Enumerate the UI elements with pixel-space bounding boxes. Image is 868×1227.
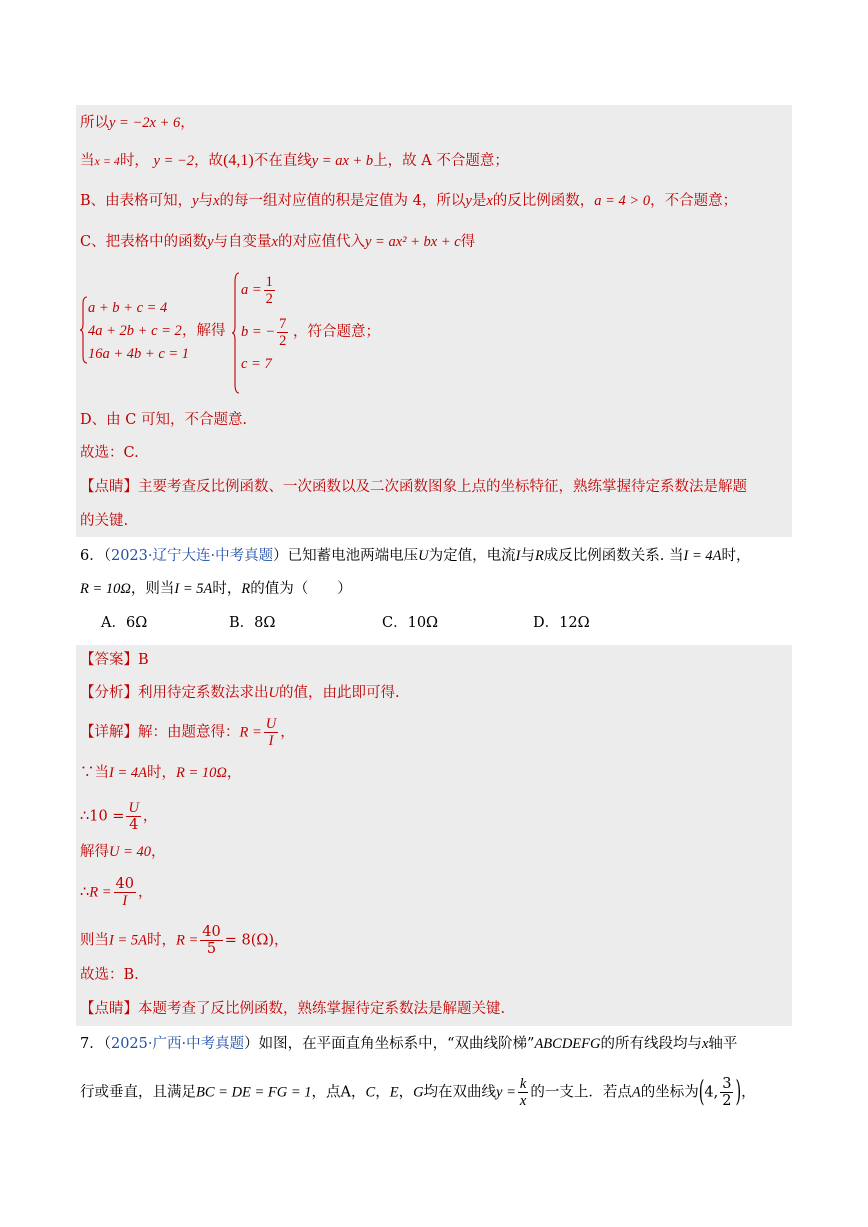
sol5-line-4: C、把表格中的函数y与自变量x的对应值代入y = ax² + bx + c得 xyxy=(80,234,476,250)
question-7-line-1: 7．（2025·广西·中考真题）如图，在平面直角坐标系中，“双曲线阶梯”ABCDEFG的所有线段均与x轴平 xyxy=(80,1036,738,1052)
sol6-answer: 【答案】B xyxy=(80,652,149,668)
sol6-step-1: ∵当I = 4A时，R = 10Ω， xyxy=(80,765,242,781)
right-brace-icon xyxy=(232,272,240,394)
equation-system xyxy=(80,268,480,398)
question-6-line-2: R = 10Ω，则当I = 5A时，R的值为（ ） xyxy=(80,581,352,597)
sol6-comment: 【点睛】本题考查了反比例函数，熟练掌握待定系数法是解题关键. xyxy=(80,1001,506,1017)
sol5-line-2: 当x = 4时， y = −2，故(4,1)不在直线y = ax + b上，故 A 不合题意； xyxy=(80,152,509,169)
option-a[interactable]: A．6Ω xyxy=(101,615,148,631)
sol5-line-1: 所以y = −2x + 6， xyxy=(80,115,195,131)
question-7-line-2: 行或垂直，且满足BC = DE = FG = 1，点A，C，E，G均在双曲线y = $\frac{k}{x}$ 的一支上．若点A的坐标为(4, $\frac{3}{2}$ )， xyxy=(80,1076,756,1109)
sol6-detail: 【详解】解：由题意得：R = $\frac{U}{I}$ ， xyxy=(80,716,295,749)
sol6-step-2: ∴10 = $\frac{U}{4}$ ， xyxy=(80,800,158,833)
system-solve-label: ，解得 xyxy=(182,323,226,339)
question-7-source: 2025·广西·中考真题 xyxy=(110,1036,245,1052)
left-brace-icon xyxy=(80,296,88,364)
system-conclusion: ，符合题意； xyxy=(293,324,380,340)
sol5-line-5: D、由 C 可知，不合题意. xyxy=(80,412,248,428)
sol6-step-5: 则当I = 5A时，R = $\frac{40}{5}$ = 8(Ω)， xyxy=(80,924,289,957)
option-d[interactable]: D．12Ω xyxy=(533,615,590,631)
system-eq-3: 16a + 4b + c = 1 xyxy=(88,346,190,362)
sol6-choice: 故选：B. xyxy=(80,967,139,983)
option-c[interactable]: C．10Ω xyxy=(382,615,439,631)
sol5-comment-1: 【点睛】主要考查反比例函数、一次函数以及二次函数图象上点的坐标特征，熟练掌握待定系数法是解题 xyxy=(80,479,747,495)
sol6-step-4: ∴R = $\frac{40}{I}$ ， xyxy=(80,876,153,909)
sol5-line-6: 故选：C. xyxy=(80,445,139,461)
system-eq-1: a + b + c = 4 xyxy=(88,300,168,316)
sol6-step-3: 解得U = 40， xyxy=(80,844,166,860)
solution-a: a = $\frac{1}{2}$ xyxy=(241,274,273,307)
question-6-line-1: 6．（2023·辽宁大连·中考真题）已知蓄电池两端电压U为定值，电流I与R成反比例函数关系. 当I = 4A时， xyxy=(80,548,751,564)
option-b[interactable]: B．8Ω xyxy=(229,615,276,631)
system-eq-2: 4a + 2b + c = 2 xyxy=(88,323,182,339)
sol5-comment-2: 的关键. xyxy=(80,513,129,529)
sol5-line-3: B、由表格可知，y与x的每一组对应值的积是定值为 4，所以y是x的反比例函数，a = 4 > 0，不合题意； xyxy=(80,193,738,209)
solution-b: b = − $\frac{7}{2}$ xyxy=(241,316,287,349)
solution-c: c = 7 xyxy=(241,356,272,372)
question-6-source: 2023·辽宁大连·中考真题 xyxy=(110,548,274,564)
sol6-analysis: 【分析】利用待定系数法求出U的值，由此即可得. xyxy=(80,685,400,701)
